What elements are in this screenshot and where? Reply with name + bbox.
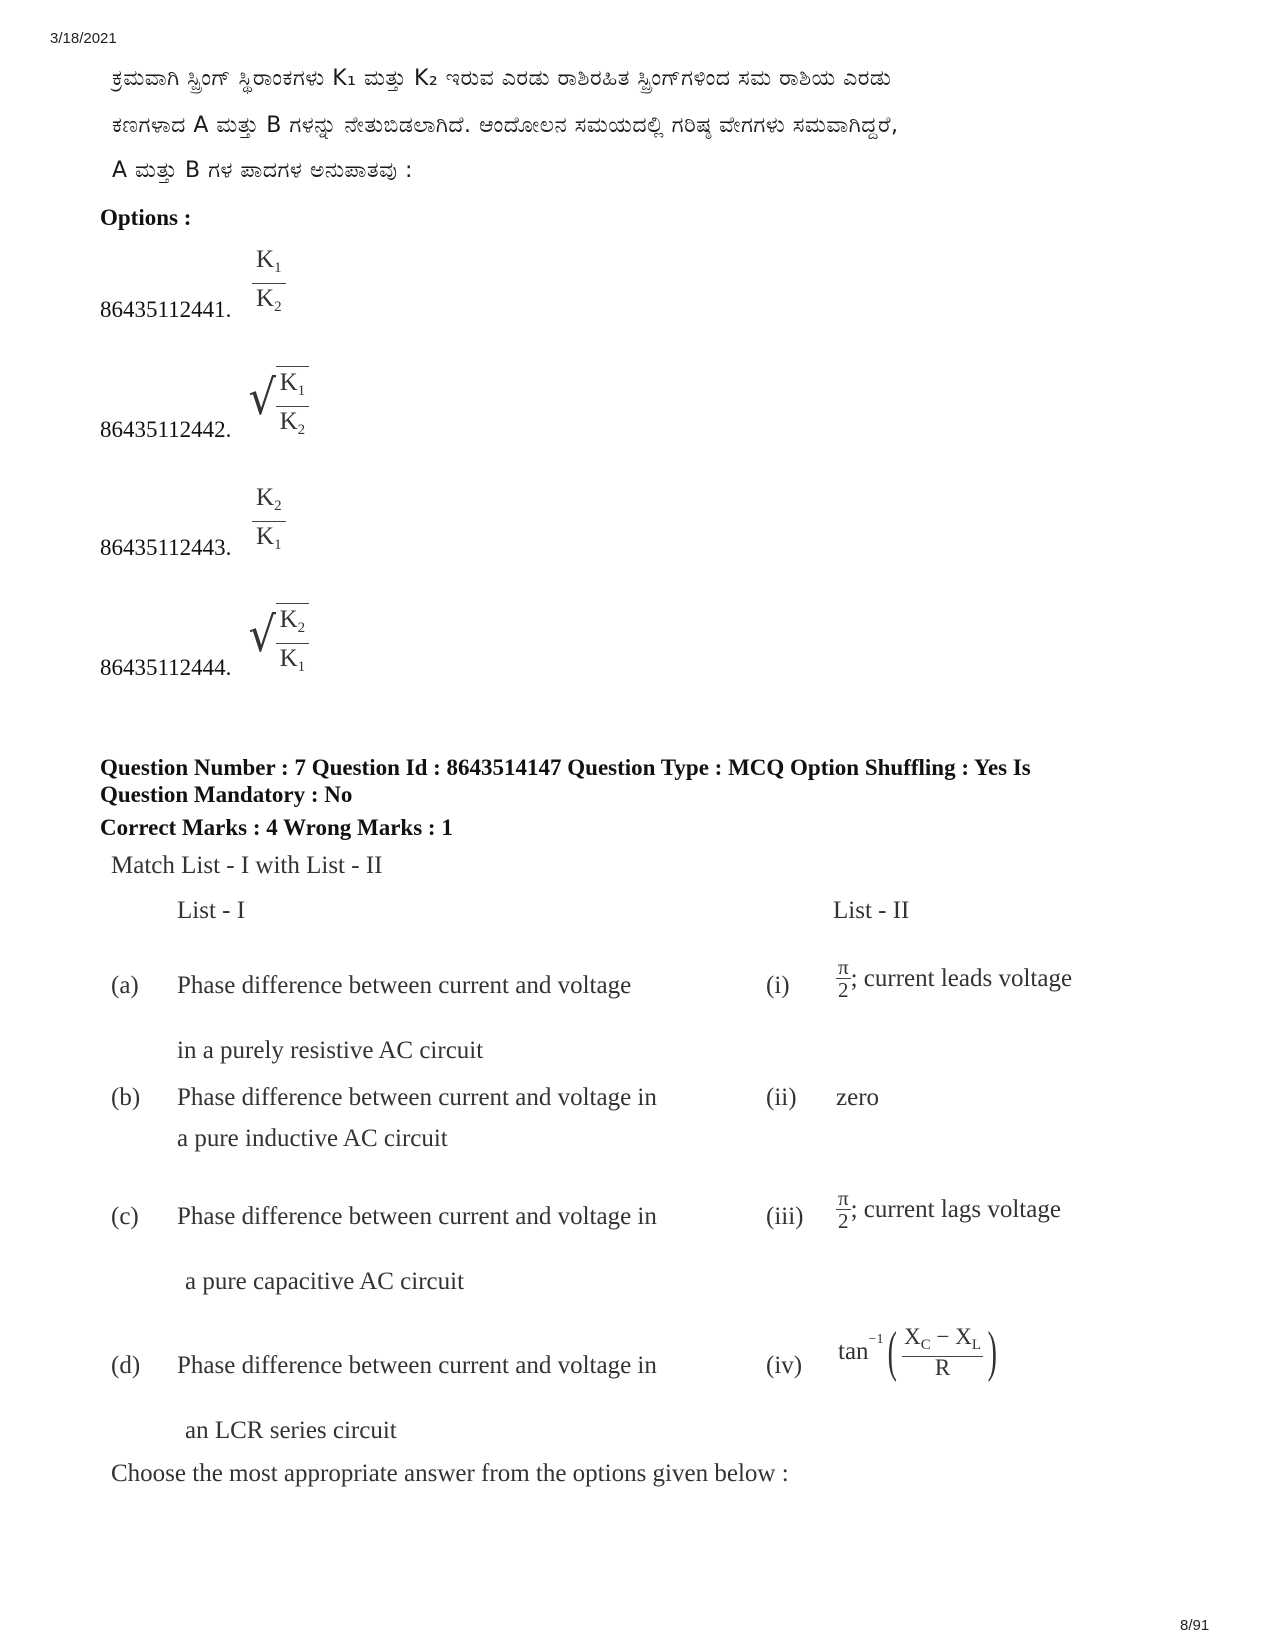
print-date: 3/18/2021 [50,30,117,47]
row-c-text-1: Phase difference between current and voltage in [177,1203,657,1230]
row-b-text-2: a pure inductive AC circuit [177,1125,448,1152]
choose-instruction: Choose the most appropriate answer from the options given below : [111,1460,789,1487]
answer-iv-formula: tan $^{-1}$ ( $\frac{X_C - X_L}{R}$ ) [838,1321,998,1383]
question-meta-line-2: Question Mandatory : No [100,782,353,807]
option-2-sqrt-fraction: √ $\frac{K_1}{K_2}$ [247,366,309,444]
row-label-d: (d) [111,1352,141,1379]
row-a-text-1: Phase difference between current and voltage [177,972,632,999]
row-c-text-2: a pure capacitive AC circuit [185,1268,465,1295]
row-d-text-2: an LCR series circuit [185,1417,397,1444]
option-1-fraction: $\frac{K_1}{K_2}$ [252,246,286,321]
row-b-text-1: Phase difference between current and voltage in [177,1084,657,1111]
answer-i: $\frac{\pi}{2}$ ; current leads voltage [838,955,1073,1002]
answer-iii: $\frac{\pi}{2}$ ; current lags voltage [838,1186,1061,1233]
question-line-2: ಕಣಗಳಾದ A ಮತ್ತು B ಗಳನ್ನು ನೇತುಬಿಡಲಾಗಿದೆ. ಆಂದೋಲನ ಸಮಯದಲ್ಲಿ ಗರಿಷ್ಠ ವೇಗಗಳು ಸಮವಾಗಿದ್ದರೆ, [112,113,899,138]
answer-ii: zero [836,1084,880,1111]
list-2-header: List - II [833,897,910,924]
list-1-header: List - I [177,897,246,924]
option-id-1: 86435112441. [100,297,232,322]
option-4-sqrt-fraction: √ $\frac{K_2}{K_1}$ [247,603,309,681]
option-id-4: 86435112444. [100,655,232,680]
roman-iii: (iii) [766,1203,804,1230]
row-label-c: (c) [111,1203,139,1230]
option-id-2: 86435112442. [100,417,232,442]
sqrt-symbol: √ [248,607,277,663]
option-3-fraction: $\frac{K_2}{K_1}$ [252,484,286,559]
question-line-3: A ಮತ್ತು B ಗಳ ಪಾದಗಳ ಅನುಪಾತವು : [112,158,413,183]
question-line-1: ಕ್ರಮವಾಗಿ ಸ್ಪ್ರಿಂಗ್ ಸ್ಥಿರಾಂಕಗಳು K₁ ಮತ್ತು K₂ ಇರುವ ಎರಡು ರಾಶಿರಹಿತ ಸ್ಪ್ರಿಂಗ್‌ಗಳಿಂದ ಸಮ ರಾಶಿಯ ಎರಡು [112,66,892,91]
question-marks: Correct Marks : 4 Wrong Marks : 1 [100,815,453,840]
match-instruction: Match List - I with List - II [111,852,383,879]
roman-ii: (ii) [766,1084,797,1111]
roman-i: (i) [766,972,790,999]
row-label-b: (b) [111,1084,141,1111]
option-id-3: 86435112443. [100,535,232,560]
page-number: 8/91 [1180,1617,1210,1634]
question-meta-line-1: Question Number : 7 Question Id : 8643514147 Question Type : MCQ Option Shuffling : Yes Is [100,755,1031,780]
sqrt-symbol: √ [248,370,277,426]
row-d-text-1: Phase difference between current and voltage in [177,1352,657,1379]
row-a-text-2: in a purely resistive AC circuit [177,1037,484,1064]
roman-iv: (iv) [766,1352,803,1379]
options-label: Options : [100,205,192,230]
row-label-a: (a) [111,972,139,999]
